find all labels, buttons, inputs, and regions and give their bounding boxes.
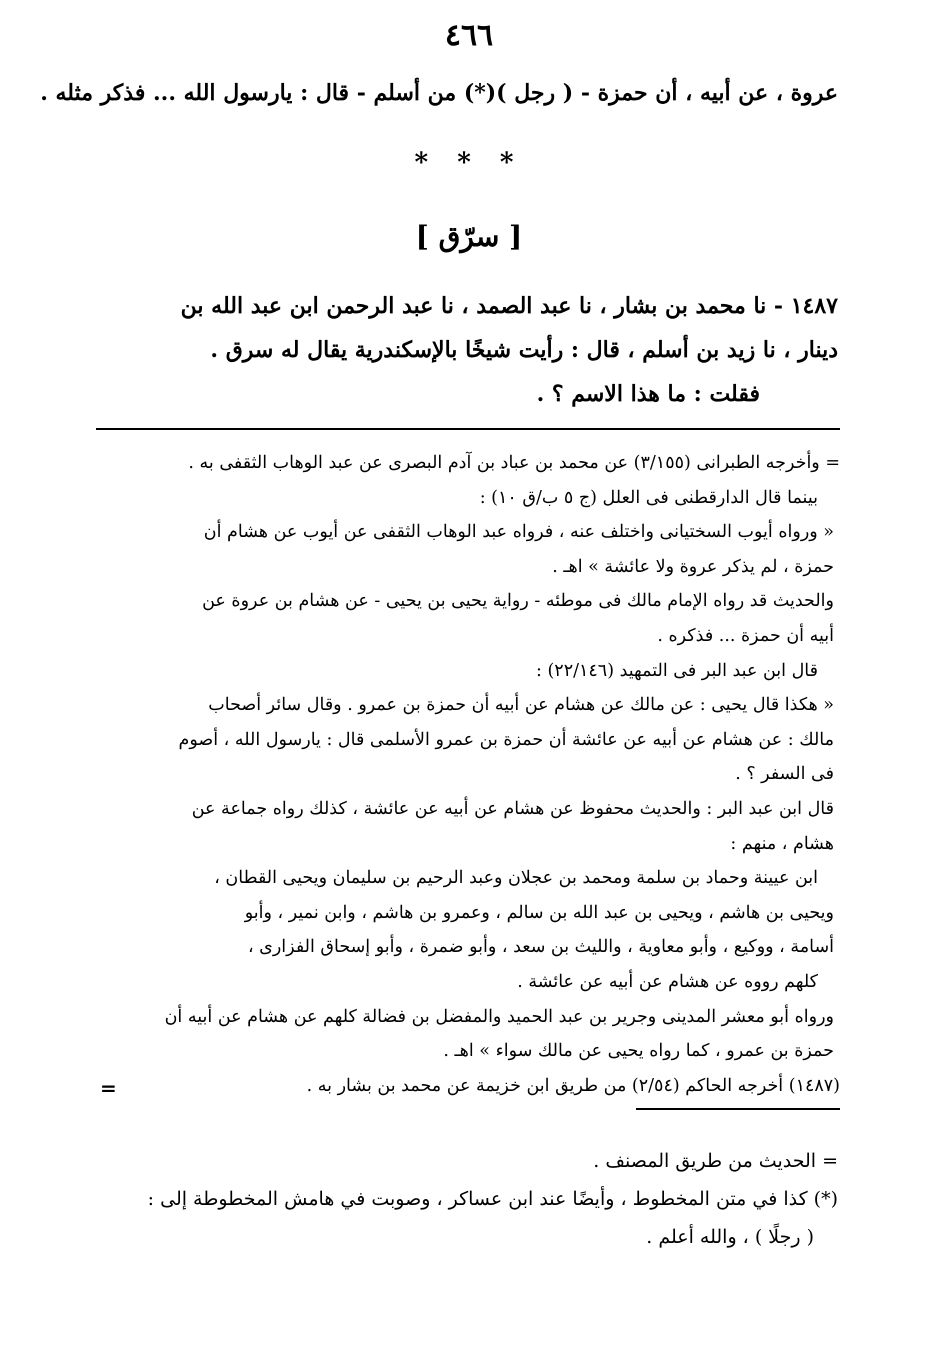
note-line: ( رجلًا ) ، والله أعلم . [646,1226,814,1248]
hadith-text [96,284,838,416]
notes-divider [636,1108,840,1110]
footnote-line: قال ابن عبد البر : والحديث محفوظ عن هشام عن أبيه عن عائشة ، كذلك رواه جماعة عن [191,798,834,819]
footnote-divider [96,428,840,430]
footnote-line: قال ابن عبد البر فى التمهيد (٢٢/١٤٦) : [536,660,818,681]
footnotes-block [96,446,840,1103]
footnote-line: أبيه أن حمزة ... فذكره . [657,625,834,646]
hadith-line: فقلت : ما هذا الاسم ؟ . [536,381,760,407]
top-continuation-line: عروة ، عن أبيه ، أن حمزة - ( رجل )(*) من أسلم - قال : يارسول الله ... فذكر مثله . [40,80,838,106]
footnote-line: « ورواه أيوب السختيانى واختلف عنه ، فرواه عبد الوهاب الثقفى عن أيوب عن هشام أن [203,522,834,543]
note-line: = الحديث من طريق المصنف . [593,1150,838,1172]
footnote-line: بينما قال الدارقطنى فى العلل (ج ٥ ب/ق ١٠) : [479,487,818,508]
footnote-line: حمزة ، لم يذكر عروة ولا عائشة » اهـ . [552,556,834,577]
footnote-line: حمزة بن عمرو ، كما رواه يحيى عن مالك سواء » اهـ . [443,1041,834,1062]
separator-stars: * * * [414,148,524,178]
footnote-line: هشام ، منهم : [730,833,834,854]
footnote-line: مالك : عن هشام عن أبيه عن عائشة أن حمزة بن عمرو الأسلمى قال : يارسول الله ، أصوم [178,729,834,750]
footnote-line: = وأخرجه الطبرانى (٣/١٥٥) عن محمد بن عباد بن آدم البصرى عن عبد الوهاب الثقفى به . [188,453,840,473]
continuation-marker: = [100,1076,117,1100]
notes-block [96,1142,838,1256]
footnote-line: والحديث قد رواه الإمام مالك فى موطئه - رواية يحيى بن يحيى - عن هشام بن عروة عن [202,591,834,612]
footnote-line: أسامة ، ووكيع ، وأبو معاوية ، والليث بن سعد ، وأبو ضمرة ، وأبو إسحاق الفزارى ، [247,937,834,958]
footnote-line: ورواه أبو معشر المدينى وجرير بن عبد الحميد والمفضل بن فضالة كلهم عن هشام عن أبيه أن [164,1006,834,1027]
footnote-line: فى السفر ؟ . [735,764,834,785]
hadith-line: دينار ، نا زيد بن أسلم ، قال : رأيت شيخًا بالإسكندرية يقال له سرق . [210,337,838,363]
hadith-line: ١٤٨٧ - نا محمد بن بشار ، نا عبد الصمد ، نا عبد الرحمن ابن عبد الله بن [180,293,838,319]
footnote-line: (١٤٨٧) أخرجه الحاكم (٢/٥٤) من طريق ابن خزيمة عن محمد بن بشار به . [306,1075,840,1096]
footnote-line: كلهم رووه عن هشام عن أبيه عن عائشة . [517,971,818,992]
footnote-line: ويحيى بن هاشم ، ويحيى بن عبد الله بن سالم ، وعمرو بن هاشم ، وابن نمير ، وأبو [244,902,834,923]
footnote-line: « هكذا قال يحيى : عن مالك عن هشام عن أبيه أن حمزة بن عمرو . وقال سائر أصحاب [208,695,834,716]
page-number: ٤٦٦ [444,18,494,53]
section-title: [ سرّق ] [415,220,523,253]
note-line: (*) كذا في متن المخطوط ، وأيضًا عند ابن عساكر ، وصوبت في هامش المخطوطة إلى : [147,1188,838,1210]
footnote-line: ابن عيينة وحماد بن سلمة ومحمد بن عجلان وعبد الرحيم بن سليمان ويحيى القطان ، [214,868,818,889]
